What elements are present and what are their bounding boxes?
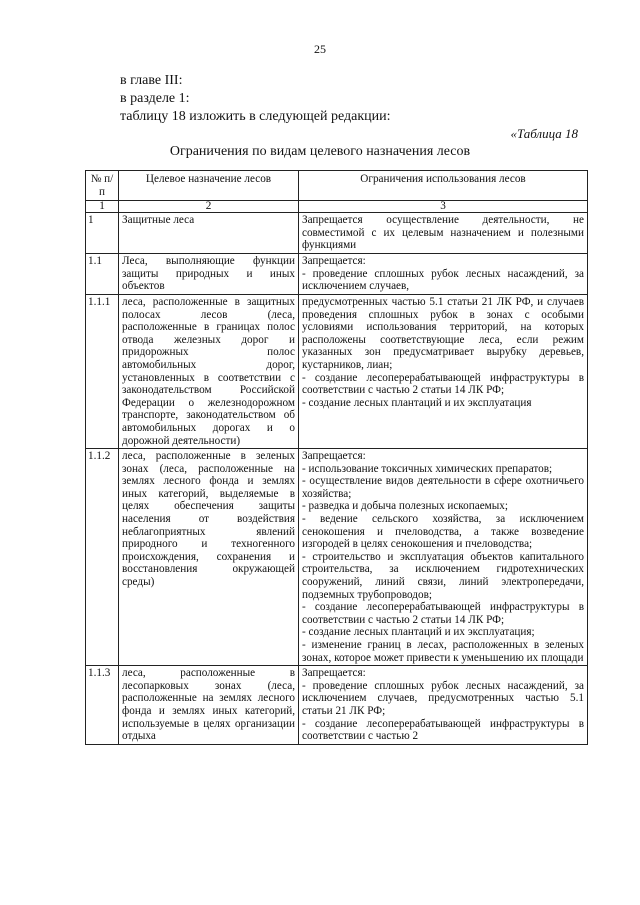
row-purpose <box>119 213 299 254</box>
row-purpose <box>119 294 299 448</box>
restriction-text: - ведение сельского хозяйства, за исключением сенокошения и пчеловодства, а также возведение изгородей в целях сенокошения и пчеловодства; <box>302 513 584 551</box>
table-title: Ограничения по видам целевого назначения лесов <box>169 144 471 159</box>
amendment-intro <box>120 72 391 126</box>
restriction-text: - осуществление видов деятельности в сфере охотничьего хозяйства; <box>302 475 584 500</box>
page-number: 25 <box>314 42 326 56</box>
column-index: 2 <box>119 201 299 213</box>
restriction-text: Запрещается: <box>302 255 366 268</box>
row-purpose <box>119 666 299 745</box>
restriction-text: - изменение границ в лесах, расположенных в зеленых зонах, которое может привести к уменьшению их площади <box>302 639 584 664</box>
column-index: 3 <box>299 201 588 213</box>
row-number: 1 <box>86 213 119 254</box>
restriction-text: Запрещается осуществление деятельности, не совместимой с их целевым назначением и полезными функциями <box>302 214 584 252</box>
row-number: 1.1 <box>86 254 119 295</box>
purpose-text: Защитные леса <box>122 214 195 227</box>
restriction-text: - использование токсичных химических препаратов; <box>302 462 553 475</box>
intro-chapter-line: в главе III: <box>120 73 183 88</box>
restriction-text: - разведка и добыча полезных ископаемых; <box>302 500 508 513</box>
restriction-text: - создание лесоперерабатывающей инфраструктуры в соответствии с частью 2 статьи 14 ЛК РФ; <box>302 371 584 397</box>
restriction-text: Запрещается: <box>302 450 366 463</box>
row-number: 1.1.3 <box>86 666 119 745</box>
restriction-text: - проведение сплошных рубок лесных насаждений, за исключением случаев, предусмотренных частью 5.1 статьи 21 ЛК РФ; <box>302 679 584 717</box>
purpose-text: леса, расположенные в лесопарковых зонах (леса, расположенные на землях лесного фонда и землях иных категорий, используемые в целях организации отдыха <box>122 667 295 743</box>
table-caption: «Таблица 18 <box>510 126 578 141</box>
restriction-text: - создание лесоперерабатывающей инфраструктуры в соответствии с частью 2 <box>302 717 584 743</box>
column-index: 1 <box>86 201 119 213</box>
column-index-row <box>86 201 588 213</box>
table-row <box>86 666 588 745</box>
row-purpose <box>119 449 299 666</box>
row-restriction <box>299 666 588 745</box>
table-row <box>86 254 588 295</box>
row-number: 1.1.2 <box>86 449 119 666</box>
intro-instruction-line: таблицу 18 изложить в следующей редакции: <box>120 109 391 124</box>
restriction-text: - создание лесных плантаций и их эксплуатация <box>302 396 532 409</box>
table-row <box>86 213 588 254</box>
row-restriction <box>299 294 588 448</box>
header-purpose: Целевое назначение лесов <box>119 171 299 201</box>
row-restriction <box>299 213 588 254</box>
row-number: 1.1.1 <box>86 294 119 448</box>
row-purpose <box>119 254 299 295</box>
restriction-text: - строительство и эксплуатация объектов капитального строительства, за исключением гидротехнических сооружений, линий связи, линий электропередачи, подземных трубопроводов; <box>302 550 584 601</box>
purpose-text: Леса, выполняющие функции защиты природных и иных объектов <box>122 255 295 293</box>
purpose-text: леса, расположенные в зеленых зонах (леса, расположенные на землях лесного фонда и землях иных категорий, выделяемые в целях обеспечения защиты населения от воздействия неблагоприятных явлений природного и техногенного происхождения, сохранения и восстановления окружающей среды) <box>122 450 295 589</box>
purpose-text: леса, расположенные в защитных полосах лесов (леса, расположенные в границах полос отвода железных дорог и придорожных полос автомобильных дорог, установленных в соответствии с законодательством Российской Федерации о железнодорожном транспорте, законодательством об автомобильных дорогах и о дорожной деятельности) <box>122 295 295 447</box>
restriction-text: предусмотренных частью 5.1 статьи 21 ЛК РФ, и случаев проведения сплошных рубок в зонах с особыми условиями использования территорий, на которых расположены соответствующие леса, если режим указанных зон предусматривает вырубку деревьев, кустарников, лиан; <box>302 295 584 371</box>
restriction-text: Запрещается: <box>302 667 366 680</box>
intro-section-line: в разделе 1: <box>120 91 190 106</box>
table-header-row <box>86 171 588 201</box>
restriction-text: - создание лесных плантаций и их эксплуатация; <box>302 626 535 639</box>
table-row <box>86 294 588 448</box>
row-restriction <box>299 254 588 295</box>
table-row <box>86 449 588 666</box>
restrictions-table <box>85 170 588 745</box>
restriction-text: - создание лесоперерабатывающей инфраструктуры в соответствии с частью 2 статьи 14 ЛК РФ; <box>302 601 584 626</box>
header-restriction: Ограничения использования лесов <box>299 171 588 201</box>
restriction-text: - проведение сплошных рубок лесных насаждений, за исключением случаев, <box>302 267 584 293</box>
header-num: № п/п <box>86 171 119 201</box>
row-restriction <box>299 449 588 666</box>
